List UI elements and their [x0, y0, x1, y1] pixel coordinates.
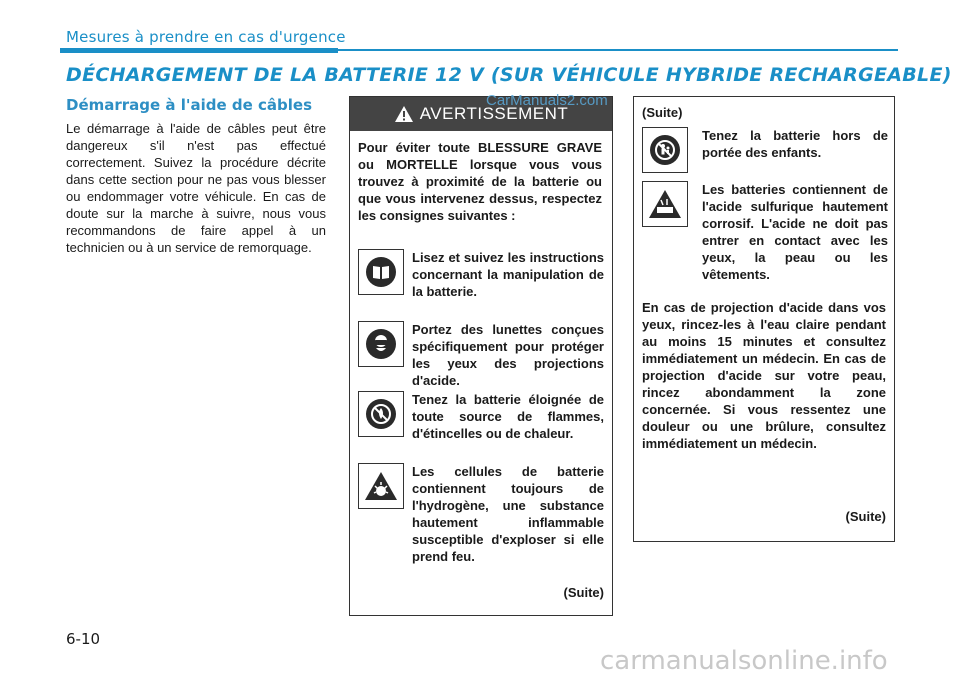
- warning-item-children: [642, 127, 888, 173]
- warning-item-text: Portez des lunettes conçues spécifiquement pour protéger les yeux des projections d'acide.: [412, 322, 604, 388]
- warning-item-glasses: [358, 321, 604, 389]
- subsection-title: Démarrage à l'aide de câbles: [66, 96, 313, 114]
- warning-item-flame: [358, 391, 604, 442]
- warning-triangle-icon: [394, 105, 414, 123]
- corrosive-icon: [642, 181, 688, 227]
- warning-item-text: Les batteries contiennent de l'acide sulfurique hautement corrosif. L'acide ne doit pas entrer en contact avec les yeux, la peau ou les vêtements.: [702, 182, 888, 282]
- warning-item-text: Lisez et suivez les instructions concernant la manipulation de la batterie.: [412, 250, 604, 299]
- warning-item-hydrogen: [358, 463, 604, 565]
- book-icon: [366, 257, 396, 287]
- no-flame-icon: [366, 399, 396, 429]
- header-bar: [60, 48, 338, 53]
- warning-item-acid: [642, 181, 888, 283]
- no-children-icon: [650, 135, 680, 165]
- warning-item-text: Tenez la batterie éloignée de toute source de flammes, d'étincelles ou de chaleur.: [412, 392, 604, 441]
- intro-paragraph: Le démarrage à l'aide de câbles peut être dangereux s'il n'est pas effectué correctement. Suivez la procédure décrite dans cette section pour ne pas vous blesser ou endommager votre véhicule. En cas de doute sur la marche à suivre, nous vous recommandons de faire appel à un technicien ou à un service de remorquage.: [66, 121, 326, 255]
- warning-item-text: Tenez la batterie hors de portée des enfants.: [702, 128, 888, 160]
- chapter-title: DÉCHARGEMENT DE LA BATTERIE 12 V (SUR VÉHICULE HYBRIDE RECHARGEABLE): [66, 64, 952, 86]
- page-number: 6-10: [66, 630, 101, 648]
- watermark: CarManuals2.com: [486, 92, 608, 109]
- footer-watermark: carmanualsonline.info: [600, 646, 888, 676]
- header-rule: [338, 49, 898, 51]
- suite-label: (Suite): [642, 105, 683, 120]
- acid-contact-paragraph: En cas de projection d'acide dans vos yeux, rincez-les à l'eau claire pendant au moins 15 minutes et consultez immédiatement un médecin. En cas de projection d'acide sur votre peau, rincez abondamment la zone concernée. Si vous ressentez une douleur ou une brûlure, consultez immédiatement un médecin.: [642, 300, 886, 451]
- suite-label: (Suite): [563, 585, 604, 600]
- suite-label: (Suite): [845, 509, 886, 524]
- warning-item-text: Les cellules de batterie contiennent toujours de l'hydrogène, une substance hautement inflammable susceptible d'exploser si elle prend feu.: [412, 464, 604, 564]
- warning-header-label: AVERTISSEMENT: [419, 104, 569, 123]
- warning-box-continued: [633, 96, 895, 542]
- warning-item-read: [358, 249, 604, 300]
- section-title: Mesures à prendre en cas d'urgence: [66, 28, 346, 46]
- safety-glasses-icon: [366, 329, 396, 359]
- explosion-icon: [358, 463, 404, 509]
- warning-intro: Pour éviter toute BLESSURE GRAVE ou MORTELLE lorsque vous vous trouvez à proximité de la batterie ou que vous intervenez dessus, respectez les consignes suivantes :: [358, 140, 602, 223]
- warning-box: [349, 96, 613, 616]
